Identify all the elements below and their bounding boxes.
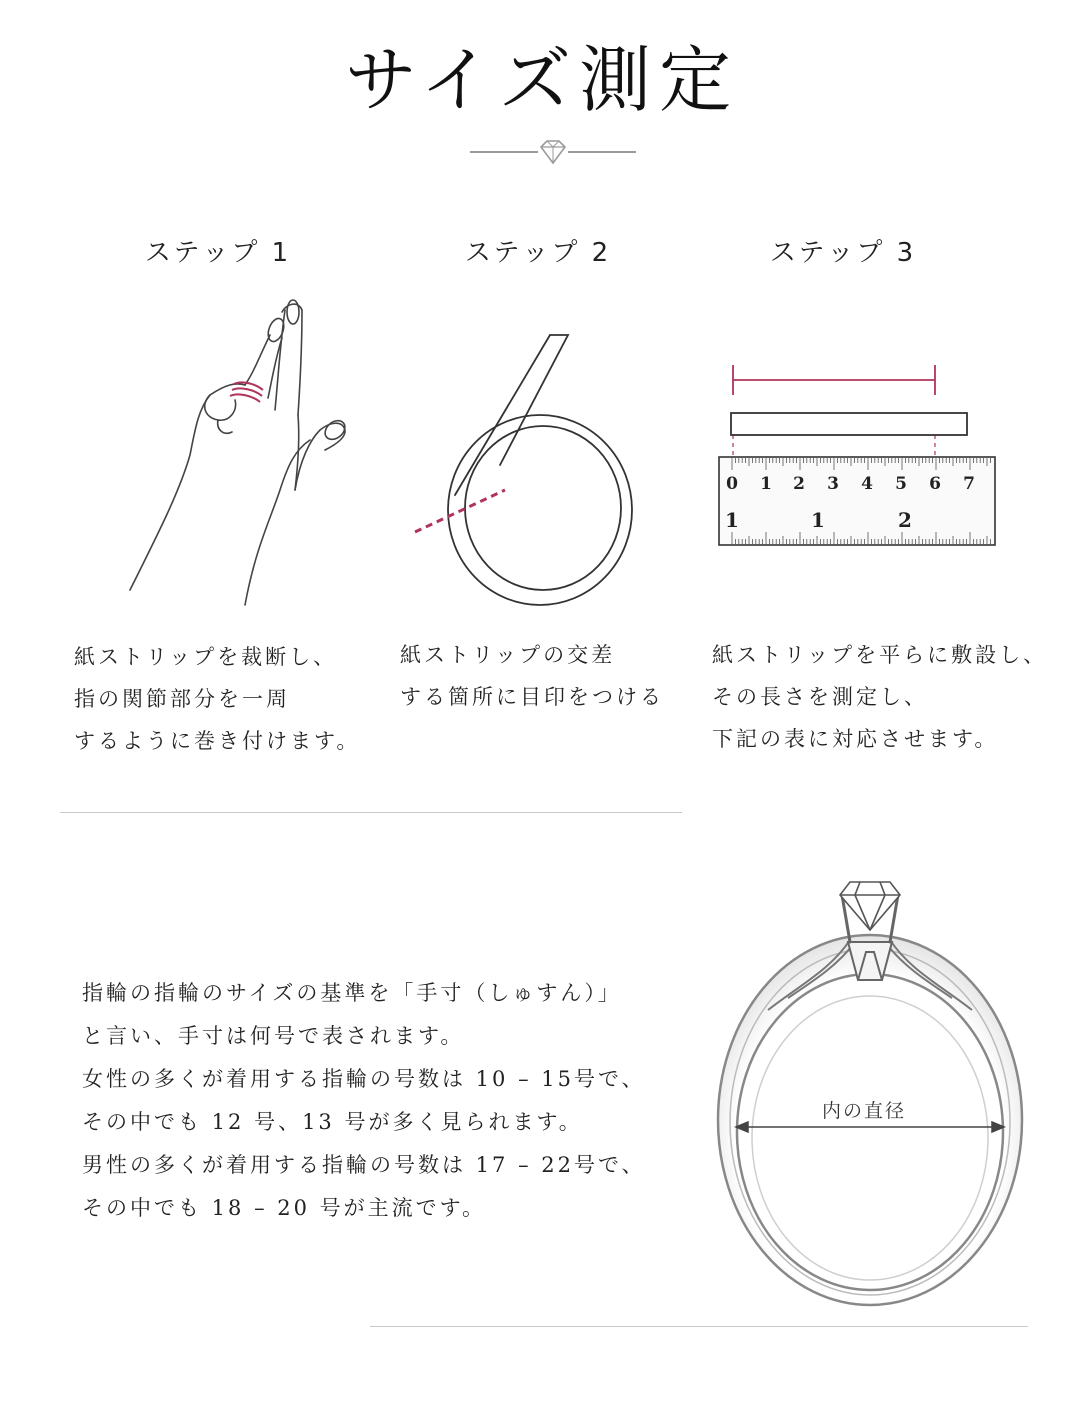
step-2-description (400, 634, 664, 718)
ruler-top-number: 1 (760, 474, 772, 494)
step-2-line: 紙ストリップの交差 (400, 643, 616, 667)
step-3-line: 紙ストリップを平らに敷設し、 (712, 643, 1048, 667)
explanation-line: 女性の多くが着用する指輪の号数は 10 – 15号で、 (82, 1067, 646, 1091)
ruler-top-number: 2 (793, 474, 805, 494)
hand-wrapping-paper-strip-icon (120, 290, 360, 610)
step-2-label: ステップ 2 (464, 238, 612, 268)
section-divider (60, 812, 682, 813)
ruler-top-number: 7 (963, 474, 975, 494)
ruler-top-number: 4 (861, 474, 873, 494)
explanation-line: その中でも 18 – 20 号が主流です。 (82, 1196, 486, 1220)
diamond-ring-icon (690, 870, 1050, 1315)
step-1-label: ステップ 1 (144, 238, 292, 268)
step-3-line: その長さを測定し、 (712, 685, 928, 709)
step-1-description (74, 636, 360, 762)
ruler-top-number: 5 (895, 474, 907, 494)
ruler-bottom-number: 2 (898, 508, 912, 532)
ruler-top-number: 0 (726, 474, 738, 494)
step-1-line: 指の関節部分を一周 (74, 687, 290, 711)
explanation-line: 指輪の指輪のサイズの基準を「手寸（しゅすん）」 (82, 981, 622, 1005)
paper-strip-loop-mark-icon (400, 320, 650, 610)
size-explanation (82, 972, 646, 1230)
ruler-bottom-number: 1 (725, 508, 739, 532)
explanation-line: 男性の多くが着用する指輪の号数は 17 – 22号で、 (82, 1153, 646, 1177)
bottom-divider (370, 1326, 1028, 1327)
step-3-description (712, 634, 1047, 760)
step-3-label: ステップ 3 (769, 238, 917, 268)
ruler-measurement-icon (715, 365, 995, 555)
page-title: サイズ測定 (344, 38, 740, 122)
ruler-bottom-number: 1 (811, 508, 825, 532)
step-3-line: 下記の表に対応させます。 (712, 727, 999, 751)
diamond-divider-icon (468, 136, 638, 168)
step-2-line: する箇所に目印をつける (400, 685, 664, 709)
step-1-line: 紙ストリップを裁断し、 (74, 645, 338, 669)
explanation-line: と言い、手寸は何号で表されます。 (82, 1024, 465, 1048)
explanation-line: その中でも 12 号、13 号が多く見られます。 (82, 1110, 583, 1134)
ruler-top-number: 6 (929, 474, 941, 494)
inner-diameter-label: 内の直径 (822, 1100, 907, 1122)
step-1-line: するように巻き付けます。 (74, 729, 361, 753)
ruler-top-number: 3 (827, 474, 839, 494)
